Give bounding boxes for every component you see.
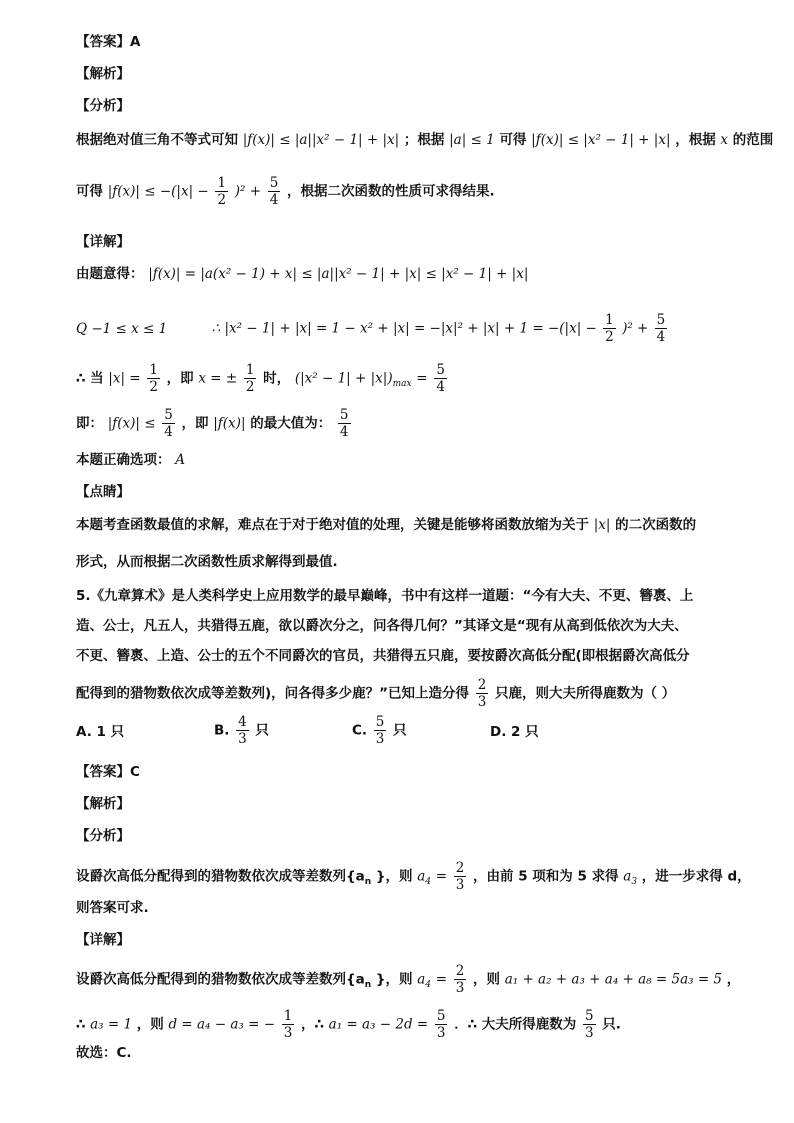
fraction <box>147 362 160 395</box>
math-expr: |x| = <box>108 370 141 387</box>
denominator: 3 <box>477 694 487 710</box>
subscript: 3 <box>631 877 638 888</box>
numerator: 1 <box>605 312 614 328</box>
denominator: 4 <box>339 424 349 440</box>
math-expr: d = a₄ − a₃ = − <box>168 1016 276 1033</box>
numerator: 5 <box>436 362 445 378</box>
comment-tag: 【点睛】 <box>76 484 130 500</box>
fraction <box>282 1008 295 1041</box>
text: 配得到的猎物数依次成等差数列)，问各得多少鹿？”已知上造分得 <box>76 685 470 702</box>
numerator: 2 <box>455 963 465 979</box>
detail-tag: 【详解】 <box>76 234 130 250</box>
fraction <box>434 362 447 395</box>
math-expr: )² + <box>234 183 262 200</box>
fraction <box>215 175 228 208</box>
math-expr: a₁ + a₂ + a₃ + a₄ + a₈ = 5a₃ = 5 <box>504 971 723 988</box>
q5-answer-tag: 【答案】C <box>76 764 140 780</box>
fraction <box>338 407 351 440</box>
text: 设爵次高低分配得到的猎物数依次成等差数列{a <box>76 868 365 885</box>
choice-unit: 只 <box>393 722 407 739</box>
math-expr: = <box>435 868 447 885</box>
detail-line-2 <box>76 312 669 345</box>
denominator: 3 <box>375 731 385 747</box>
numerator: 1 <box>283 1008 293 1024</box>
denominator: 4 <box>436 379 445 395</box>
text: ，则 <box>136 1016 164 1033</box>
fenxi-line-2 <box>76 175 495 208</box>
comment-line-1 <box>76 515 696 535</box>
text: 只. <box>602 1016 621 1033</box>
q5-fenxi-line-2: 则答案可求. <box>76 900 149 916</box>
text: ；根据 <box>403 132 445 148</box>
q5-detail-line-2 <box>76 1008 621 1041</box>
text: ，即 <box>181 415 209 432</box>
numerator: 5 <box>269 175 279 191</box>
numerator: 5 <box>584 1008 594 1024</box>
text: 的最大值为： <box>250 415 332 432</box>
text: ， <box>726 971 741 988</box>
denominator: 4 <box>656 329 666 345</box>
q5-stem-line-1: 5.《九章算术》是人类科学史上应用数学的最早巅峰，书中有这样一道题：“今有大夫、不更、簪褭、上 <box>76 588 694 604</box>
subscript: n <box>364 980 372 991</box>
fraction <box>454 860 467 893</box>
choice-label: D. <box>490 724 507 740</box>
text: 由题意得： <box>76 266 144 282</box>
denominator: 3 <box>238 731 247 747</box>
math-expr: |f(x)| = |a(x² − 1) + x| ≤ |a||x² − 1| + |x| ≤ |x² − 1| + |x| <box>148 266 529 282</box>
text: ，∴ <box>301 1016 324 1033</box>
numerator: 5 <box>164 407 173 423</box>
text: 可得 <box>499 132 527 148</box>
q5-fenxi-tag: 【分析】 <box>76 828 130 844</box>
math-expr: )² + <box>622 320 649 337</box>
fraction <box>268 175 281 208</box>
math-expr: |f(x)| ≤ <box>107 415 156 432</box>
text: }，则 <box>375 868 413 885</box>
math-expr: x = ± <box>198 370 238 387</box>
q5-detail-line-3: 故选：C. <box>76 1045 132 1061</box>
numerator: 5 <box>656 312 666 328</box>
denominator: 3 <box>584 1025 594 1041</box>
numerator: 5 <box>375 714 385 730</box>
text: 只鹿，则大夫所得鹿数为（ ） <box>495 685 676 702</box>
denominator: 4 <box>164 424 173 440</box>
fraction <box>435 1008 448 1041</box>
text: ，根据 <box>675 132 716 148</box>
math-expr: a₃ = 1 <box>90 1016 133 1033</box>
denominator: 2 <box>605 329 614 345</box>
text: 根据绝对值三角不等式可知 <box>76 132 238 148</box>
text: 的范围 <box>732 132 774 148</box>
detail-line-4 <box>76 407 353 440</box>
text: ．∴ 大夫所得鹿数为 <box>454 1016 577 1033</box>
fraction <box>476 677 489 710</box>
numerator: 2 <box>477 677 487 693</box>
denominator: 2 <box>149 379 158 395</box>
choice-a[interactable] <box>76 722 124 742</box>
text: ，则 <box>473 971 500 988</box>
q5-fenxi-line-1 <box>76 860 751 893</box>
math-expr: ∴ |x² − 1| + |x| = 1 − x² + |x| = −|x|² + |x| + 1 = −(|x| − <box>211 320 597 337</box>
text: 本题考查函数最值的求解，难点在于对于绝对值的处理，关键是能够将函数放缩为关于 <box>76 517 589 533</box>
denominator: 3 <box>283 1025 293 1041</box>
fenxi-tag: 【分析】 <box>76 98 130 114</box>
fraction <box>374 714 387 747</box>
subscript: max <box>392 379 412 390</box>
text: ∴ 当 <box>76 370 104 387</box>
math-expr: (|x² − 1| + |x|) <box>294 370 393 387</box>
fraction <box>583 1008 596 1041</box>
numerator: 5 <box>339 407 349 423</box>
math-expr: |f(x)| <box>213 415 246 432</box>
numerator: 4 <box>238 714 247 730</box>
math-expr: |f(x)| ≤ |a||x² − 1| + |x| <box>242 132 400 148</box>
choice-text: 1 只 <box>96 724 125 740</box>
q5-stem-line-3: 不更、簪褭、上造、公士的五个不同爵次的官员，共猎得五只鹿，要按爵次高低分配(即根据爵次高低分 <box>76 648 690 664</box>
fraction <box>454 963 467 996</box>
math-expr: a <box>417 868 426 885</box>
choice-b[interactable] <box>214 714 269 747</box>
math-expr: |f(x)| ≤ −(|x| − <box>107 183 209 200</box>
choice-c[interactable] <box>352 714 407 747</box>
answer-tag: 【答案】A <box>76 34 141 50</box>
q5-stem-line-4 <box>76 677 675 710</box>
q5-analysis-tag: 【解析】 <box>76 796 130 812</box>
denominator: 3 <box>455 877 465 893</box>
numerator: 1 <box>217 175 227 191</box>
fraction <box>236 714 249 747</box>
fraction <box>244 362 257 395</box>
detail-line-3 <box>76 362 449 395</box>
denominator: 2 <box>245 379 255 395</box>
text: }，则 <box>375 971 413 988</box>
denominator: 4 <box>269 192 279 208</box>
text: 的二次函数的 <box>615 517 697 533</box>
text: 本题正确选项： <box>76 452 171 468</box>
subscript: 4 <box>425 980 431 991</box>
math-expr: |f(x)| ≤ |x² − 1| + |x| <box>531 132 671 148</box>
detail-line-1 <box>76 264 528 284</box>
numerator: 1 <box>245 362 255 378</box>
subscript: n <box>364 877 372 888</box>
math-expr: x <box>720 132 729 148</box>
text: 设爵次高低分配得到的猎物数依次成等差数列{a <box>76 971 365 988</box>
math-expr: a₁ = a₃ − 2d = <box>328 1016 429 1033</box>
fenxi-line-1 <box>76 130 773 150</box>
math-expr: = <box>416 370 428 387</box>
denominator: 3 <box>455 980 465 996</box>
denominator: 2 <box>217 192 227 208</box>
math-expr: = <box>435 971 447 988</box>
subscript: 4 <box>425 877 431 888</box>
math-expr: |a| ≤ 1 <box>449 132 495 148</box>
detail-line-5 <box>76 450 185 470</box>
math-expr: a <box>623 868 632 885</box>
text: 可得 <box>76 183 103 200</box>
math-expr: |x| <box>593 517 611 533</box>
math-expr: a <box>417 971 426 988</box>
analysis-tag: 【解析】 <box>76 66 130 82</box>
math-expr: Q −1 ≤ x ≤ 1 <box>76 320 168 337</box>
numerator: 5 <box>436 1008 446 1024</box>
text: ，由前 5 项和为 5 求得 <box>473 868 619 885</box>
numerator: 2 <box>455 860 465 876</box>
text: 时， <box>263 370 291 387</box>
q5-detail-line-1 <box>76 963 740 996</box>
q5-detail-tag: 【详解】 <box>76 932 130 948</box>
q5-stem-line-2: 造、公士，凡五人，共猎得五鹿，欲以爵次分之，问各得几何？”其译文是“现有从高到低依次为大夫、 <box>76 618 688 634</box>
comment-line-2: 形式，从而根据二次函数性质求解得到最值. <box>76 554 338 570</box>
text: ，进一步求得 d， <box>641 868 751 885</box>
choice-d[interactable] <box>490 722 539 742</box>
fraction <box>655 312 668 345</box>
choice-label: B. <box>214 722 230 739</box>
fraction <box>603 312 616 345</box>
math-expr: A <box>175 452 185 468</box>
numerator: 1 <box>149 362 158 378</box>
choice-unit: 只 <box>255 722 269 739</box>
fraction <box>162 407 175 440</box>
text: ，即 <box>166 370 194 387</box>
q5-choices <box>76 714 716 747</box>
text: ，根据二次函数的性质可求得结果. <box>287 183 495 200</box>
text: 即： <box>76 415 103 432</box>
text: ∴ <box>76 1016 86 1033</box>
denominator: 3 <box>436 1025 446 1041</box>
choice-text: 2 只 <box>511 724 539 740</box>
choice-label: C. <box>352 722 368 739</box>
choice-label: A. <box>76 724 92 740</box>
